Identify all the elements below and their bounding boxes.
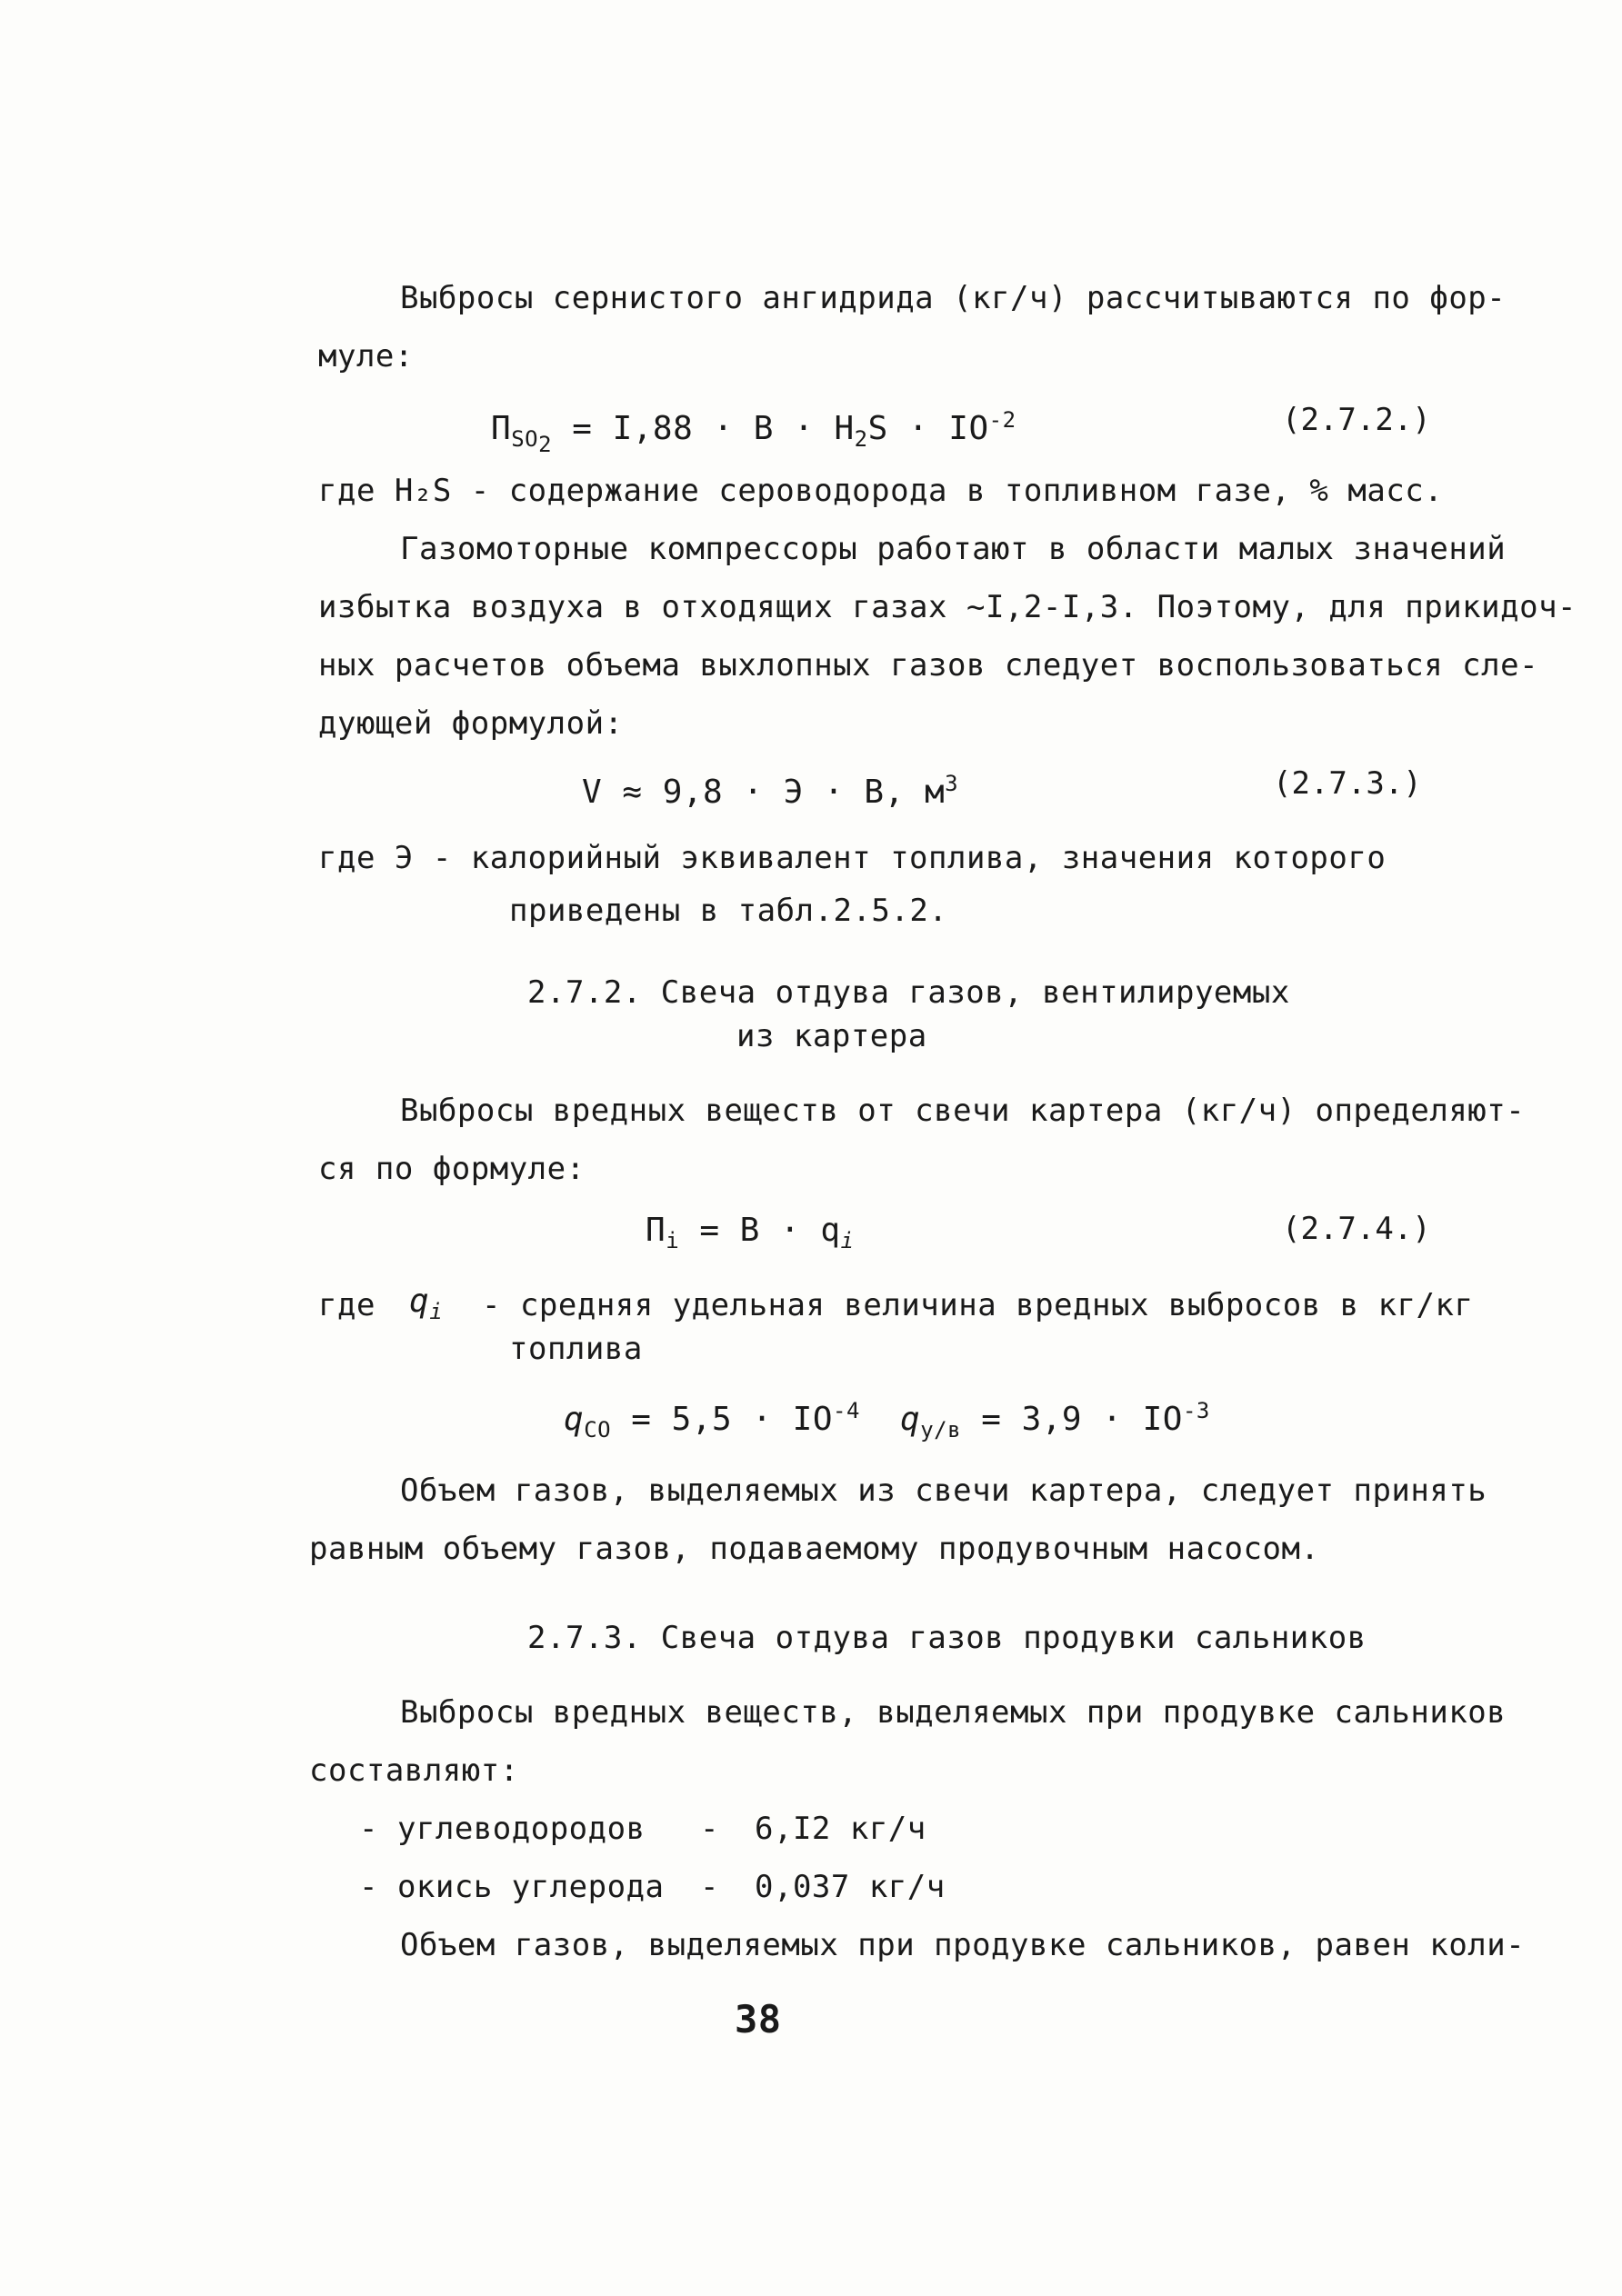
where3-line1: - средняя удельная величина вредных выбросов в кг/кг	[482, 1287, 1474, 1323]
paragraph5-line2: составляют:	[309, 1752, 519, 1789]
list-item-name: - углеводородов	[359, 1811, 646, 1847]
list-item-value: 0,037 кг/ч	[755, 1869, 946, 1905]
where-h2s: где H₂S - содержание сероводорода в топливном газе, % масс.	[318, 473, 1444, 509]
paragraph3-line2: ся по формуле:	[318, 1151, 586, 1187]
where3-line2: топлива	[509, 1331, 643, 1367]
paragraph2-line1: Газомоторные компрессоры работают в области малых значений	[400, 531, 1507, 567]
equation-number-2-7-2: (2.7.2.)	[1282, 402, 1431, 438]
equation-number-2-7-4: (2.7.4.)	[1282, 1211, 1431, 1247]
formula-2-7-3: V ≈ 9,8 · Э · B, $м^3$	[582, 771, 959, 811]
where2-line2: приведены в табл.2.5.2.	[509, 893, 948, 929]
section-heading-2-7-2-line2: из картера	[736, 1018, 927, 1054]
list-item-name: - окись углерода	[359, 1869, 665, 1905]
paragraph5-line1: Выбросы вредных веществ, выделяемых при продувке сальников	[400, 1694, 1507, 1731]
paragraph2-line4: дующей формулой:	[318, 705, 624, 742]
equation-number-2-7-3: (2.7.3.)	[1273, 765, 1422, 802]
where3-label: где	[318, 1287, 375, 1323]
section-heading-2-7-2-line1: 2.7.2. Свеча отдува газов, вентилируемых	[527, 974, 1290, 1011]
paragraph2-line2: избытка воздуха в отходящих газах ~I,2-I,3. Поэтому, для прикидоч-	[318, 589, 1577, 625]
paragraph3-line1: Выбросы вредных веществ от свечи картера (кг/ч) определяют-	[400, 1093, 1526, 1129]
formula-q-co: $q_{CO} = 5,5 \cdot IO^{-4}$	[564, 1398, 860, 1443]
list-item-value: 6,I2 кг/ч	[755, 1811, 926, 1847]
list-item-dash: -	[700, 1811, 719, 1847]
paragraph4-line1: Объем газов, выделяемых из свечи картера, следует принять	[400, 1472, 1487, 1509]
paragraph1-line1: Выбросы сернистого ангидрида (кг/ч) рассчитываются по фор-	[400, 280, 1507, 316]
where3-symbol: $q_i$	[409, 1283, 444, 1325]
section-heading-2-7-3: 2.7.3. Свеча отдува газов продувки сальников	[527, 1620, 1367, 1656]
page-number: 38	[735, 1997, 782, 2041]
paragraph4-line2: равным объему газов, подаваемому продувочным насосом.	[309, 1531, 1320, 1567]
formula-2-7-2: $П_{SO_2} = I,88 \cdot B \cdot H_2S \cdot IO^{-2}$	[491, 407, 1016, 457]
paragraph1-line2: муле:	[318, 338, 414, 374]
where2-line1: где Э - калорийный эквивалент топлива, значения которого	[318, 840, 1387, 876]
list-item-dash: -	[700, 1869, 719, 1905]
paragraph6-line1: Объем газов, выделяемых при продувке сальников, равен коли-	[400, 1927, 1526, 1963]
paragraph2-line3: ных расчетов объема выхлопных газов следует воспользоваться сле-	[318, 647, 1539, 684]
formula-q-hc: $q_{у/в} = 3,9 \cdot IO^{-3}$	[900, 1398, 1210, 1443]
formula-2-7-4: $П_i = B \cdot q_i$	[646, 1212, 855, 1254]
